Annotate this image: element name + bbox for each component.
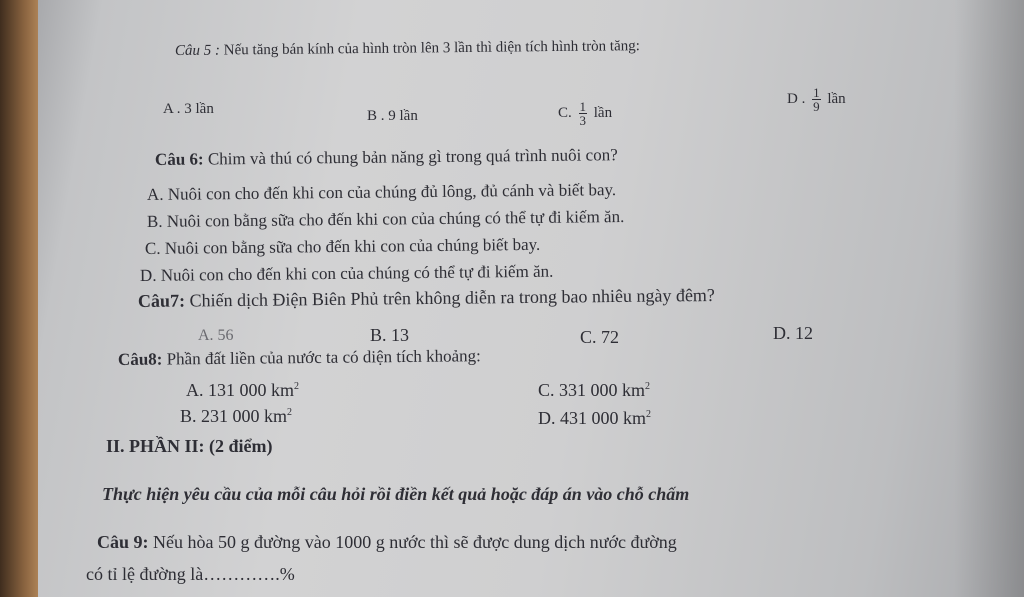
q7-option-b: B. 13 [370, 325, 410, 345]
q7-option-c: C. 72 [580, 327, 620, 347]
q9-text: Nếu hòa 50 g đường vào 1000 g nước thì sẽ được dung dịch nước đường [153, 532, 677, 552]
q6-prefix: Câu 6: [154, 149, 204, 169]
q8-option-b-text: B. 231 000 km [180, 406, 288, 426]
q5-option-c-label: C. [558, 104, 572, 121]
q8-prefix: Câu8: [117, 349, 163, 369]
q7-text: Chiến dịch Điện Biên Phủ trên không diễn ra trong bao nhiêu ngày đêm? [189, 284, 715, 311]
q6-option-a: A. Nuôi con cho đến khi con của chúng đủ lông, đủ cánh và biết bay. [146, 180, 617, 204]
q8-option-d-exponent: 2 [646, 409, 651, 420]
q9-prefix: Câu 9: [97, 532, 149, 552]
q5-prefix: Câu 5 : [174, 42, 221, 59]
q5-text: Nếu tăng bán kính của hình tròn lên 3 lần thì diện tích hình tròn tăng: [223, 38, 640, 59]
q7-option-a: A. 56 [198, 327, 234, 344]
q8-option-a [186, 380, 299, 401]
q8-option-b-exponent: 2 [287, 407, 293, 418]
q5-option-d-unit: lần [827, 90, 846, 107]
q5-option-d-fraction [812, 86, 821, 113]
q8-option-c [538, 380, 650, 401]
q5-c-numerator: 1 [579, 99, 587, 114]
q6-text: Chim và thú có chung bản năng gì trong quá trình nuôi con? [207, 145, 618, 169]
q8-option-a-text: A. 131 000 km [186, 380, 294, 400]
q7-prefix: Câu7: [137, 290, 186, 311]
paper-shadow [954, 0, 1024, 597]
q5-d-denominator: 9 [813, 99, 820, 114]
q6-option-c: C. Nuôi con bằng sữa cho đến khi con của chúng biết bay. [144, 234, 541, 258]
q5-option-c-fraction [579, 100, 588, 127]
q8-option-a-exponent: 2 [294, 381, 299, 392]
q8-option-b [180, 406, 292, 427]
q5-option-c [558, 100, 612, 127]
q8-option-d-text: D. 431 000 km [538, 408, 646, 428]
q8-option-d [538, 408, 651, 429]
q5-option-c-unit: lần [593, 104, 613, 121]
q6-option-b: B. Nuôi con bằng sữa cho đến khi con của chúng có thể tự đi kiếm ăn. [146, 207, 625, 231]
q5-option-b: B . 9 lần [367, 108, 418, 124]
part2-heading: II. PHẦN II: (2 điểm) [106, 436, 273, 456]
q5-c-denominator: 3 [579, 113, 587, 128]
q5-option-d [787, 86, 846, 113]
q9-answer-line: có tỉ lệ đường là………….% [86, 564, 295, 584]
q8-question [118, 346, 481, 370]
q9-question [97, 532, 677, 553]
q6-option-d: D. Nuôi con cho đến khi con của chúng có thể tự đi kiếm ăn. [139, 261, 554, 285]
q8-option-c-exponent: 2 [645, 381, 651, 392]
q8-text: Phần đất liền của nước ta có diện tích khoảng: [166, 346, 481, 369]
q7-option-d: D. 12 [773, 323, 813, 343]
q5-d-numerator: 1 [813, 85, 820, 100]
q5-option-a: A . 3 lần [163, 101, 214, 117]
q5-option-d-label: D . [787, 90, 806, 107]
q8-option-c-text: C. 331 000 km [538, 380, 646, 400]
part2-instruction: Thực hiện yêu cầu của mỗi câu hỏi rồi điền kết quả hoặc đáp án vào chỗ chấm [102, 484, 690, 504]
